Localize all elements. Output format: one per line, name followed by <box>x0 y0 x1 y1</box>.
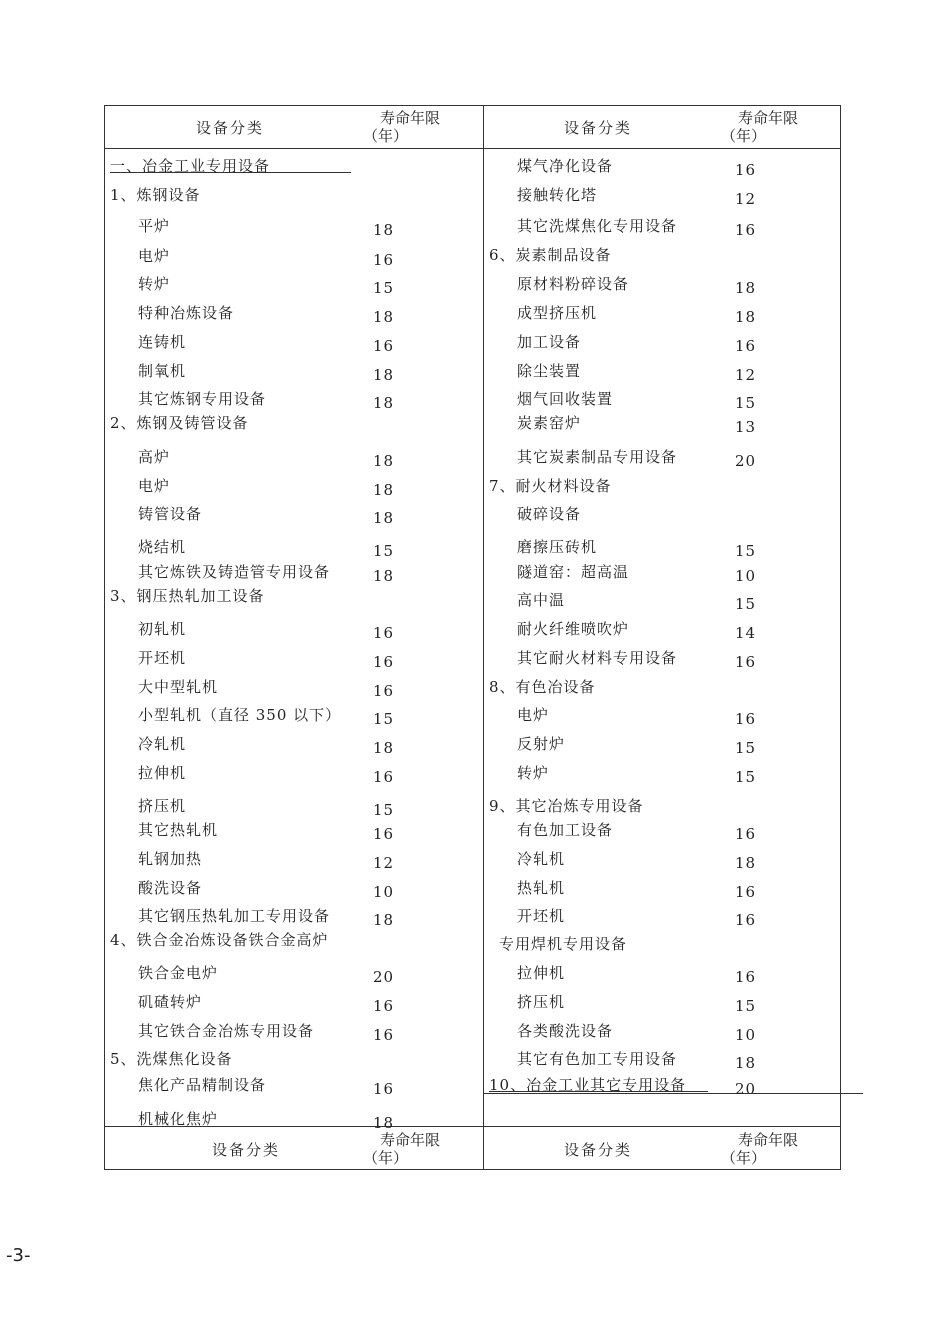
life-years: 16 <box>373 825 395 843</box>
life-years: 14 <box>735 624 757 642</box>
life-years: 18 <box>373 366 395 384</box>
life-years: 15 <box>735 595 757 613</box>
equipment-name: 小型轧机（直径 350 以下） <box>138 706 342 724</box>
header-life-left-2: （年） <box>363 127 409 145</box>
life-years: 15 <box>373 801 395 819</box>
life-years: 16 <box>735 911 757 929</box>
life-years: 16 <box>735 825 757 843</box>
equipment-name: 其它铁合金冶炼专用设备 <box>138 1022 315 1040</box>
equipment-name: 各类酸洗设备 <box>517 1022 614 1040</box>
equipment-name: 其它洗煤焦化专用设备 <box>517 217 678 235</box>
life-years: 16 <box>373 337 395 355</box>
equipment-name: 热轧机 <box>517 879 566 897</box>
life-years: 12 <box>735 190 757 208</box>
equipment-name: 4、铁合金冶炼设备铁合金高炉 <box>110 931 329 949</box>
equipment-name: 酸洗设备 <box>138 879 203 897</box>
footer-category-left: 设备分类 <box>212 1141 281 1159</box>
equipment-name: 拉伸机 <box>138 764 187 782</box>
equipment-name: 冷轧机 <box>138 735 187 753</box>
header-category-right: 设备分类 <box>564 119 633 137</box>
equipment-name: 矶碴转炉 <box>138 993 203 1011</box>
equipment-name: 反射炉 <box>517 735 566 753</box>
equipment-name: 轧钢加热 <box>138 850 203 868</box>
life-years: 18 <box>735 1054 757 1072</box>
equipment-name: 电炉 <box>517 706 550 724</box>
equipment-name: 拉伸机 <box>517 964 566 982</box>
life-years: 16 <box>373 653 395 671</box>
equipment-name: 5、洗煤焦化设备 <box>110 1050 233 1068</box>
life-years: 18 <box>373 452 395 470</box>
life-years: 15 <box>735 394 757 412</box>
equipment-name: 挤压机 <box>517 993 566 1011</box>
equipment-name: 烧结机 <box>138 538 187 556</box>
header-category-left: 设备分类 <box>196 119 265 137</box>
footer-life-left-1: 寿命年限 <box>380 1131 441 1149</box>
equipment-table <box>104 105 841 1170</box>
life-years: 16 <box>373 1026 395 1044</box>
equipment-name: 成型挤压机 <box>517 304 598 322</box>
equipment-name: 其它耐火材料专用设备 <box>517 649 678 667</box>
equipment-name: 其它炭素制品专用设备 <box>517 448 678 466</box>
life-years: 12 <box>373 854 395 872</box>
header-life-left-1: 寿命年限 <box>380 109 441 127</box>
equipment-name: 1、炼钢设备 <box>110 186 201 204</box>
equipment-name: 隧道窑：超高温 <box>517 563 630 581</box>
life-years: 20 <box>735 1080 757 1098</box>
life-years: 15 <box>735 542 757 560</box>
equipment-name: 原材料粉碎设备 <box>517 275 630 293</box>
equipment-name: 加工设备 <box>517 333 582 351</box>
column-divider <box>483 105 484 1170</box>
equipment-name: 6、炭素制品设备 <box>489 246 612 264</box>
equipment-name: 挤压机 <box>138 797 187 815</box>
equipment-name: 焦化产品精制设备 <box>138 1076 267 1094</box>
life-years: 13 <box>735 418 757 436</box>
header-life-right-2: （年） <box>721 127 767 145</box>
equipment-name: 8、有色冶设备 <box>489 678 596 696</box>
life-years: 10 <box>373 883 395 901</box>
equipment-name: 炭素窑炉 <box>517 414 582 432</box>
life-years: 18 <box>735 854 757 872</box>
equipment-name: 开坯机 <box>517 907 566 925</box>
life-years: 15 <box>373 710 395 728</box>
life-years: 16 <box>373 997 395 1015</box>
equipment-name: 电炉 <box>138 477 171 495</box>
equipment-name: 大中型轧机 <box>138 678 219 696</box>
life-years: 18 <box>373 308 395 326</box>
header-bottom-rule <box>104 148 841 149</box>
life-years: 18 <box>735 308 757 326</box>
equipment-name: 烟气回收装置 <box>517 390 614 408</box>
life-years: 15 <box>735 768 757 786</box>
equipment-name: 接触转化塔 <box>517 186 598 204</box>
life-years: 16 <box>735 968 757 986</box>
equipment-name: 9、其它冶炼专用设备 <box>489 797 644 815</box>
life-years: 18 <box>373 1114 395 1132</box>
life-years: 20 <box>373 968 395 986</box>
life-years: 10 <box>735 567 757 585</box>
equipment-name: 机械化焦炉 <box>138 1110 219 1128</box>
equipment-name: 磨擦压砖机 <box>517 538 598 556</box>
equipment-name: 其它炼钢专用设备 <box>138 390 267 408</box>
life-years: 20 <box>735 452 757 470</box>
life-years: 16 <box>735 653 757 671</box>
equipment-name: 铁合金电炉 <box>138 964 219 982</box>
equipment-name: 3、钢压热轧加工设备 <box>110 587 265 605</box>
footer-life-right-1: 寿命年限 <box>738 1131 799 1149</box>
equipment-name: 煤气净化设备 <box>517 157 614 175</box>
page-number: -3- <box>6 1245 31 1266</box>
equipment-name: 2、炼钢及铸管设备 <box>110 414 249 432</box>
equipment-name: 特种冶炼设备 <box>138 304 235 322</box>
equipment-name: 制氧机 <box>138 362 187 380</box>
life-years: 18 <box>373 481 395 499</box>
equipment-name: 有色加工设备 <box>517 821 614 839</box>
equipment-name: 专用焊机专用设备 <box>499 935 628 953</box>
header-life-right-1: 寿命年限 <box>738 109 799 127</box>
life-years: 16 <box>373 251 395 269</box>
life-years: 16 <box>735 221 757 239</box>
life-years: 15 <box>373 542 395 560</box>
equipment-name: 转炉 <box>517 764 550 782</box>
equipment-name: 转炉 <box>138 275 171 293</box>
life-years: 18 <box>735 279 757 297</box>
footer-category-right: 设备分类 <box>564 1141 633 1159</box>
equipment-name: 破碎设备 <box>517 505 582 523</box>
equipment-name: 开坯机 <box>138 649 187 667</box>
equipment-name: 耐火纤维喷吹炉 <box>517 620 630 638</box>
life-years: 15 <box>373 279 395 297</box>
equipment-name: 10、冶金工业其它专用设备 <box>489 1076 687 1094</box>
life-years: 16 <box>373 682 395 700</box>
equipment-name: 其它热轧机 <box>138 821 219 839</box>
life-years: 16 <box>373 1080 395 1098</box>
life-years: 16 <box>373 768 395 786</box>
life-years: 18 <box>373 509 395 527</box>
equipment-name: 电炉 <box>138 247 171 265</box>
life-years: 16 <box>735 161 757 179</box>
equipment-name: 高中温 <box>517 591 566 609</box>
equipment-name: 其它钢压热轧加工专用设备 <box>138 907 331 925</box>
life-years: 16 <box>735 883 757 901</box>
life-years: 15 <box>735 739 757 757</box>
equipment-name: 其它有色加工专用设备 <box>517 1050 678 1068</box>
life-years: 16 <box>735 710 757 728</box>
equipment-name: 其它炼铁及铸造管专用设备 <box>138 563 331 581</box>
equipment-name: 高炉 <box>138 448 171 466</box>
life-years: 16 <box>735 337 757 355</box>
equipment-name: 平炉 <box>138 217 171 235</box>
equipment-name: 7、耐火材料设备 <box>489 477 612 495</box>
life-years: 12 <box>735 366 757 384</box>
equipment-name: 初轧机 <box>138 620 187 638</box>
life-years: 18 <box>373 567 395 585</box>
life-years: 10 <box>735 1026 757 1044</box>
life-years: 18 <box>373 394 395 412</box>
life-years: 15 <box>735 997 757 1015</box>
footer-life-right-2: （年） <box>721 1149 767 1167</box>
life-years: 18 <box>373 911 395 929</box>
equipment-name: 一、冶金工业专用设备 <box>110 157 271 175</box>
footer-life-left-2: （年） <box>363 1149 409 1167</box>
equipment-name: 连铸机 <box>138 333 187 351</box>
equipment-name: 冷轧机 <box>517 850 566 868</box>
life-years: 18 <box>373 221 395 239</box>
equipment-name: 除尘装置 <box>517 362 582 380</box>
life-years: 16 <box>373 624 395 642</box>
equipment-name: 铸管设备 <box>138 505 203 523</box>
life-years: 18 <box>373 739 395 757</box>
